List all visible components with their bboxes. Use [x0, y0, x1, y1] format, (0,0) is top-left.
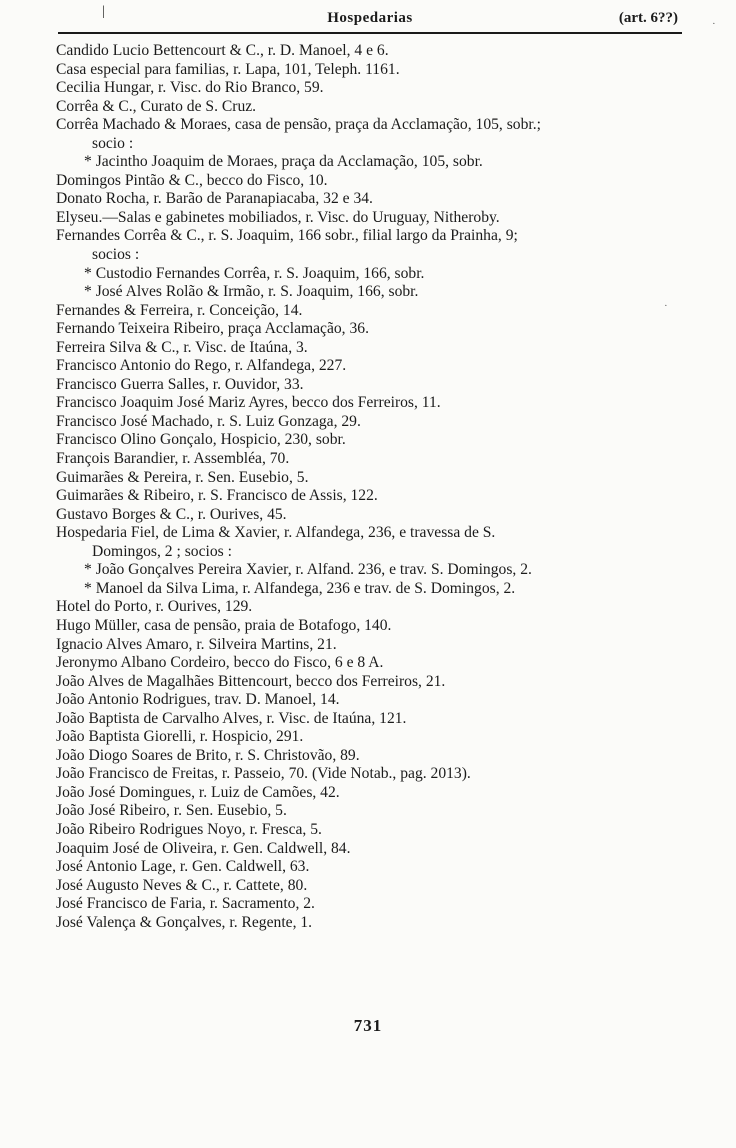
directory-entry: Francisco Joaquim José Mariz Ayres, becco dos Ferreiros, 11. — [56, 394, 441, 412]
page-number: 731 — [353, 1016, 383, 1035]
directory-entry: João Diogo Soares de Brito, r. S. Christovão, 89. — [56, 746, 360, 764]
directory-entry: Corrêa Machado & Moraes, casa de pensão, praça da Acclamação, 105, sobr.; — [56, 116, 541, 134]
directory-entry: * José Alves Rolão & Irmão, r. S. Joaquim, 166, sobr. — [84, 283, 419, 301]
directory-entry: Gustavo Borges & C., r. Ourives, 45. — [56, 505, 287, 523]
directory-entry: Casa especial para familias, r. Lapa, 101, Teleph. 1161. — [56, 60, 400, 78]
directory-entry: João Baptista de Carvalho Alves, r. Visc. de Itaúna, 121. — [56, 709, 407, 727]
directory-entry: Domingos, 2 ; socios : — [92, 542, 232, 560]
directory-entry: José Francisco de Faria, r. Sacramento, 2. — [56, 895, 315, 913]
directory-entry: Domingos Pintão & C., becco do Fisco, 10. — [56, 171, 328, 189]
directory-entry: Ferreira Silva & C., r. Visc. de Itaúna, 3. — [56, 338, 308, 356]
directory-entry: João Alves de Magalhães Bittencourt, becco dos Ferreiros, 21. — [56, 672, 446, 690]
article-reference: (art. 6??) — [618, 10, 678, 26]
directory-entry: Guimarães & Pereira, r. Sen. Eusebio, 5. — [56, 468, 309, 486]
directory-entry: socio : — [92, 134, 134, 152]
directory-entry: Fernando Teixeira Ribeiro, praça Acclamação, 36. — [56, 320, 369, 338]
directory-entry: João Antonio Rodrigues, trav. D. Manoel, 14. — [56, 691, 340, 709]
page-title: Hospedarias — [327, 10, 413, 26]
directory-entry: * Custodio Fernandes Corrêa, r. S. Joaquim, 166, sobr. — [84, 264, 425, 282]
directory-entry: Francisco José Machado, r. S. Luiz Gonzaga, 29. — [56, 412, 361, 430]
directory-entry: José Antonio Lage, r. Gen. Caldwell, 63. — [56, 858, 310, 876]
directory-entry: Joaquim José de Oliveira, r. Gen. Caldwell, 84. — [56, 839, 351, 857]
directory-entry: Fernandes & Ferreira, r. Conceição, 14. — [56, 301, 303, 319]
directory-entry: Francisco Antonio do Rego, r. Alfandega, 227. — [56, 357, 347, 375]
directory-entry: José Augusto Neves & C., r. Cattete, 80. — [56, 876, 308, 894]
header-tick-mark: | — [102, 4, 105, 19]
directory-entry: Hospedaria Fiel, de Lima & Xavier, r. Alfandega, 236, e travessa de S. — [56, 524, 496, 542]
directory-entry: socios : — [92, 246, 140, 264]
directory-entry: João Baptista Giorelli, r. Hospicio, 291. — [56, 728, 304, 746]
directory-entry: Elyseu.—Salas e gabinetes mobiliados, r. Visc. do Uruguay, Nitheroby. — [56, 208, 500, 226]
directory-entry: Jeronymo Albano Cordeiro, becco do Fisco, 6 e 8 A. — [56, 654, 384, 672]
directory-entry: João José Domingues, r. Luiz de Camões, 42. — [56, 783, 340, 801]
directory-entry: Hugo Müller, casa de pensão, praia de Botafogo, 140. — [56, 616, 392, 634]
directory-entry: Candido Lucio Bettencourt & C., r. D. Manoel, 4 e 6. — [56, 42, 389, 59]
directory-entry: Guimarães & Ribeiro, r. S. Francisco de Assis, 122. — [56, 487, 378, 505]
directory-entry: Fernandes Corrêa & C., r. S. Joaquim, 166 sobr., filial largo da Prainha, 9; — [56, 227, 518, 245]
directory-entry: João Francisco de Freitas, r. Passeio, 70. (Vide Notab., pag. 2013). — [56, 765, 471, 783]
directory-entry: Corrêa & C., Curato de S. Cruz. — [56, 97, 257, 115]
directory-entry: * João Gonçalves Pereira Xavier, r. Alfand. 236, e trav. S. Domingos, 2. — [84, 561, 532, 579]
directory-entry: Francisco Guerra Salles, r. Ouvidor, 33. — [56, 375, 304, 393]
directory-entry: * Jacintho Joaquim de Moraes, praça da Acclamação, 105, sobr. — [84, 153, 483, 171]
directory-entry: Cecilia Hungar, r. Visc. do Rio Branco, 59. — [56, 79, 324, 97]
entry-list — [56, 42, 680, 932]
print-speck: · — [664, 300, 668, 312]
directory-entry: François Barandier, r. Assembléa, 70. — [56, 450, 290, 468]
directory-entry: Ignacio Alves Amaro, r. Silveira Martins, 21. — [56, 635, 337, 653]
directory-entry: José Valença & Gonçalves, r. Regente, 1. — [56, 913, 313, 931]
directory-entry: João José Ribeiro, r. Sen. Eusebio, 5. — [56, 802, 287, 820]
directory-entry: Hotel do Porto, r. Ourives, 129. — [56, 598, 253, 616]
directory-entry: João Ribeiro Rodrigues Noyo, r. Fresca, 5. — [56, 820, 322, 838]
page-header — [58, 6, 682, 34]
directory-entry: Donato Rocha, r. Barão de Paranapiacaba, 32 e 34. — [56, 190, 373, 208]
directory-entry: Francisco Olino Gonçalo, Hospicio, 230, sobr. — [56, 431, 346, 449]
print-speck: · — [712, 18, 716, 30]
directory-entry: * Manoel da Silva Lima, r. Alfandega, 236 e trav. de S. Domingos, 2. — [84, 579, 516, 597]
